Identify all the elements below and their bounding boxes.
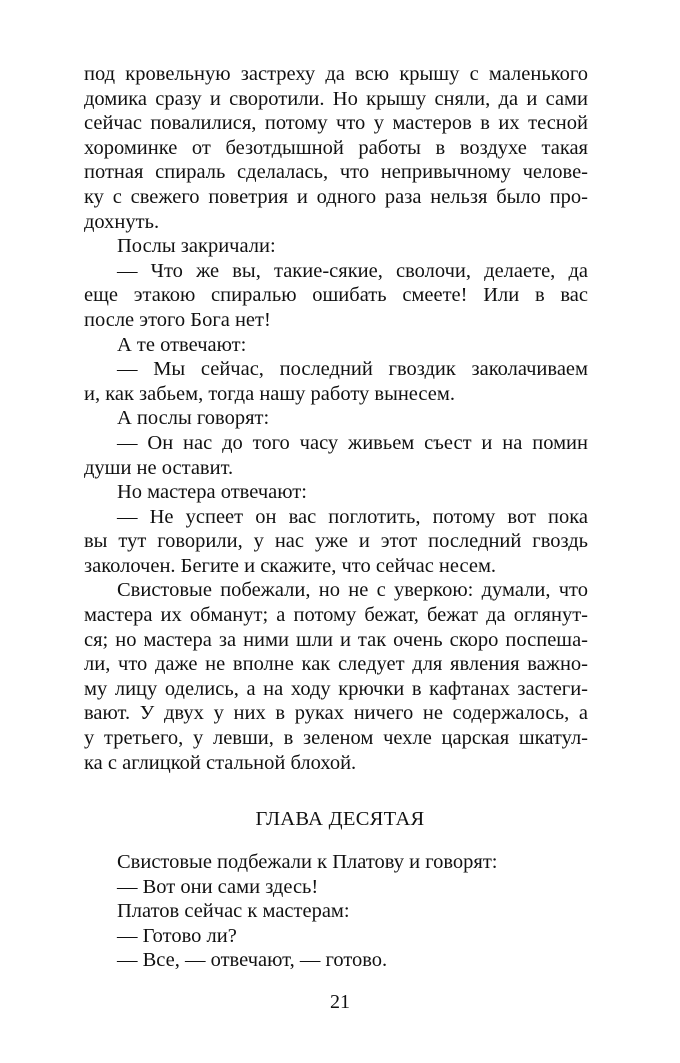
text-line: А те отвечают: bbox=[117, 333, 247, 356]
text-line: ку с свежего поветрия и одного раза нельзя было про- bbox=[84, 185, 588, 208]
text-line: — Все, — отвечают, — готово. bbox=[117, 949, 388, 972]
text-section-1 bbox=[84, 62, 588, 775]
text-line: мастера их обманут; а потому бежат, бежат да оглянут- bbox=[84, 604, 588, 627]
text-line: Послы закричали: bbox=[117, 235, 276, 258]
text-line: ка с аглицкой стальной блохой. bbox=[84, 751, 357, 774]
text-line: — Что же вы, такие-сякие, сволочи, делаете, да bbox=[117, 259, 588, 282]
text-line: после этого Бога нет! bbox=[84, 308, 271, 331]
text-line: под кровельную застреху да всю крышу с маленького bbox=[84, 63, 588, 85]
text-line: вают. У двух у них в руках ничего не содержалось, а bbox=[84, 702, 588, 725]
text-line: вы тут говорили, у нас уже и этот последний гвоздь bbox=[84, 530, 588, 553]
text-line: му лицу оделись, а на ходу крючки в кафтанах застеги- bbox=[84, 677, 588, 700]
text-line: домика сразу и своротили. Но крышу сняли, да и сами bbox=[84, 87, 588, 110]
text-line: дохнуть. bbox=[84, 210, 160, 233]
text-line: заколочен. Бегите и скажите, что сейчас несем. bbox=[84, 554, 497, 577]
text-line: души не оставит. bbox=[84, 456, 234, 479]
text-line: А послы говорят: bbox=[117, 407, 270, 430]
text-line: — Вот они сами здесь! bbox=[117, 875, 319, 898]
text-line: ли, что даже не вполне как следует для явления важно- bbox=[84, 653, 588, 676]
chapter-heading: ГЛАВА ДЕСЯТАЯ bbox=[255, 808, 425, 830]
text-line: — Он нас до того часу живьем съест и на помин bbox=[117, 431, 588, 454]
text-line: потная спираль сделалась, что непривычному челове- bbox=[84, 161, 588, 184]
text-line: сейчас повалилися, потому что у мастеров в их тесной bbox=[84, 112, 588, 135]
text-line: Но мастера отвечают: bbox=[117, 481, 307, 504]
text-line: Платов сейчас к мастерам: bbox=[117, 900, 350, 923]
text-line: у третьего, у левши, в зеленом чехле царская шкатул- bbox=[84, 727, 588, 750]
text-line: — Мы сейчас, последний гвоздик заколачиваем bbox=[117, 358, 588, 381]
page-number: 21 bbox=[330, 991, 350, 1013]
text-line: хороминке от безотдышной работы в воздухе такая bbox=[84, 136, 588, 159]
text-line: — Готово ли? bbox=[117, 924, 237, 947]
text-line: ся; но мастера за ними шли и так очень скоро поспеша- bbox=[84, 628, 588, 651]
text-line: — Не успеет он вас поглотить, потому вот пока bbox=[117, 505, 588, 528]
text-line: и, как забьем, тогда нашу работу вынесем. bbox=[84, 382, 455, 405]
text-line: Свистовые побежали, но не с уверкою: думали, что bbox=[117, 579, 588, 602]
text-section-2 bbox=[84, 850, 588, 973]
text-line: еще этакою спиралью ошибать смеете! Или в вас bbox=[84, 284, 588, 307]
text-line: Свистовые подбежали к Платову и говорят: bbox=[117, 851, 498, 873]
